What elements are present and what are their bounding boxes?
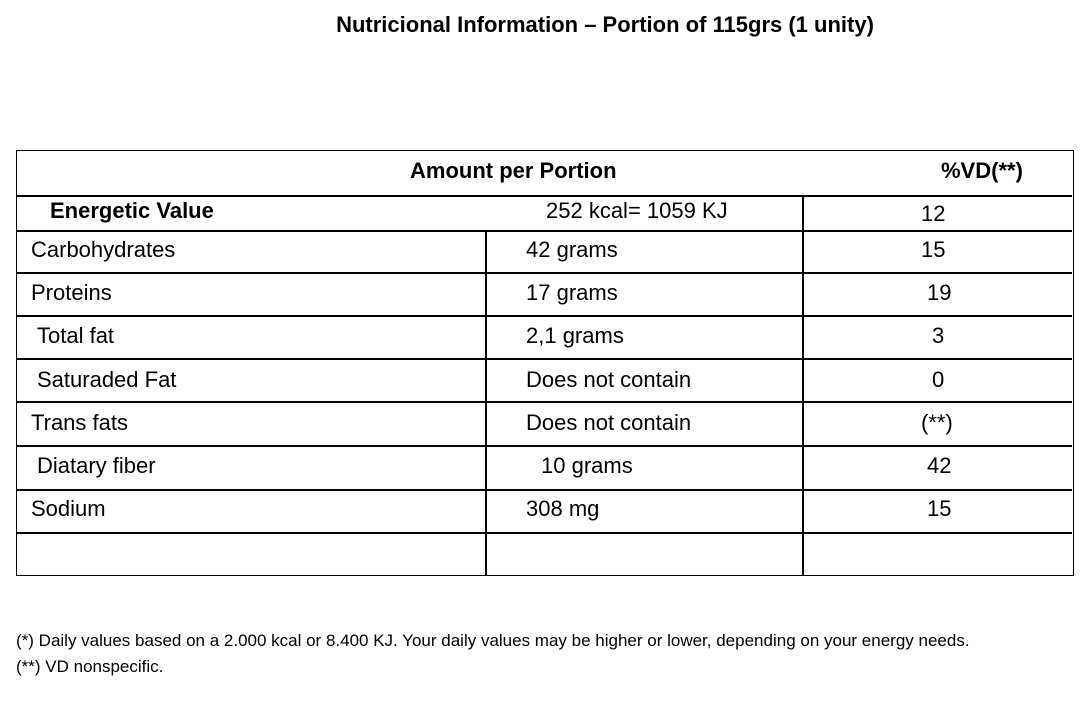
nutrient-label: Trans fats bbox=[31, 410, 128, 435]
vd-value: 15 bbox=[927, 496, 952, 521]
row-divider bbox=[17, 445, 1072, 447]
footnote-daily-values: (*) Daily values based on a 2.000 kcal or 8.400 KJ. Your daily values may be higher or lower, depending on your energy needs. bbox=[16, 631, 970, 650]
amount-value: 2,1 grams bbox=[526, 323, 624, 348]
header-amount: Amount per Portion bbox=[410, 158, 617, 183]
amount-value: 252 kcal= 1059 KJ bbox=[546, 198, 728, 223]
row-divider bbox=[17, 532, 1072, 534]
vd-value: 42 bbox=[927, 453, 952, 478]
vd-value: 12 bbox=[921, 201, 946, 226]
row-divider bbox=[17, 401, 1072, 403]
vd-value: 15 bbox=[921, 237, 946, 262]
nutrient-label: Energetic Value bbox=[50, 198, 214, 223]
nutrient-label: Carbohydrates bbox=[31, 237, 176, 262]
row-divider bbox=[17, 358, 1072, 360]
vd-value: 19 bbox=[927, 280, 952, 305]
column-divider bbox=[485, 230, 487, 575]
nutrient-label: Total fat bbox=[37, 323, 115, 348]
amount-value: 17 grams bbox=[526, 280, 618, 305]
amount-value: Does not contain bbox=[526, 410, 692, 435]
page-title: Nutricional Information – Portion of 115grs (1 unity) bbox=[336, 12, 874, 37]
amount-value: Does not contain bbox=[526, 367, 692, 392]
nutrient-label: Sodium bbox=[31, 496, 106, 521]
vd-value: (**) bbox=[921, 410, 953, 435]
column-divider bbox=[802, 195, 804, 575]
vd-value: 0 bbox=[932, 367, 945, 392]
vd-value: 3 bbox=[932, 323, 945, 348]
nutrient-label: Saturaded Fat bbox=[37, 367, 177, 392]
nutrition-table bbox=[16, 150, 1074, 576]
amount-value: 42 grams bbox=[526, 237, 618, 262]
footnote-vd-nonspecific: (**) VD nonspecific. bbox=[16, 657, 164, 676]
row-divider bbox=[17, 272, 1072, 274]
nutrient-label: Diatary fiber bbox=[37, 453, 156, 478]
row-divider bbox=[17, 489, 1072, 491]
amount-value: 10 grams bbox=[541, 453, 633, 478]
amount-value: 308 mg bbox=[526, 496, 600, 521]
footnotes bbox=[16, 628, 1016, 680]
row-divider bbox=[17, 315, 1072, 317]
row-divider bbox=[17, 195, 1072, 197]
nutrient-label: Proteins bbox=[31, 280, 112, 305]
row-divider bbox=[17, 230, 1072, 232]
header-vd: %VD(**) bbox=[941, 158, 1023, 183]
